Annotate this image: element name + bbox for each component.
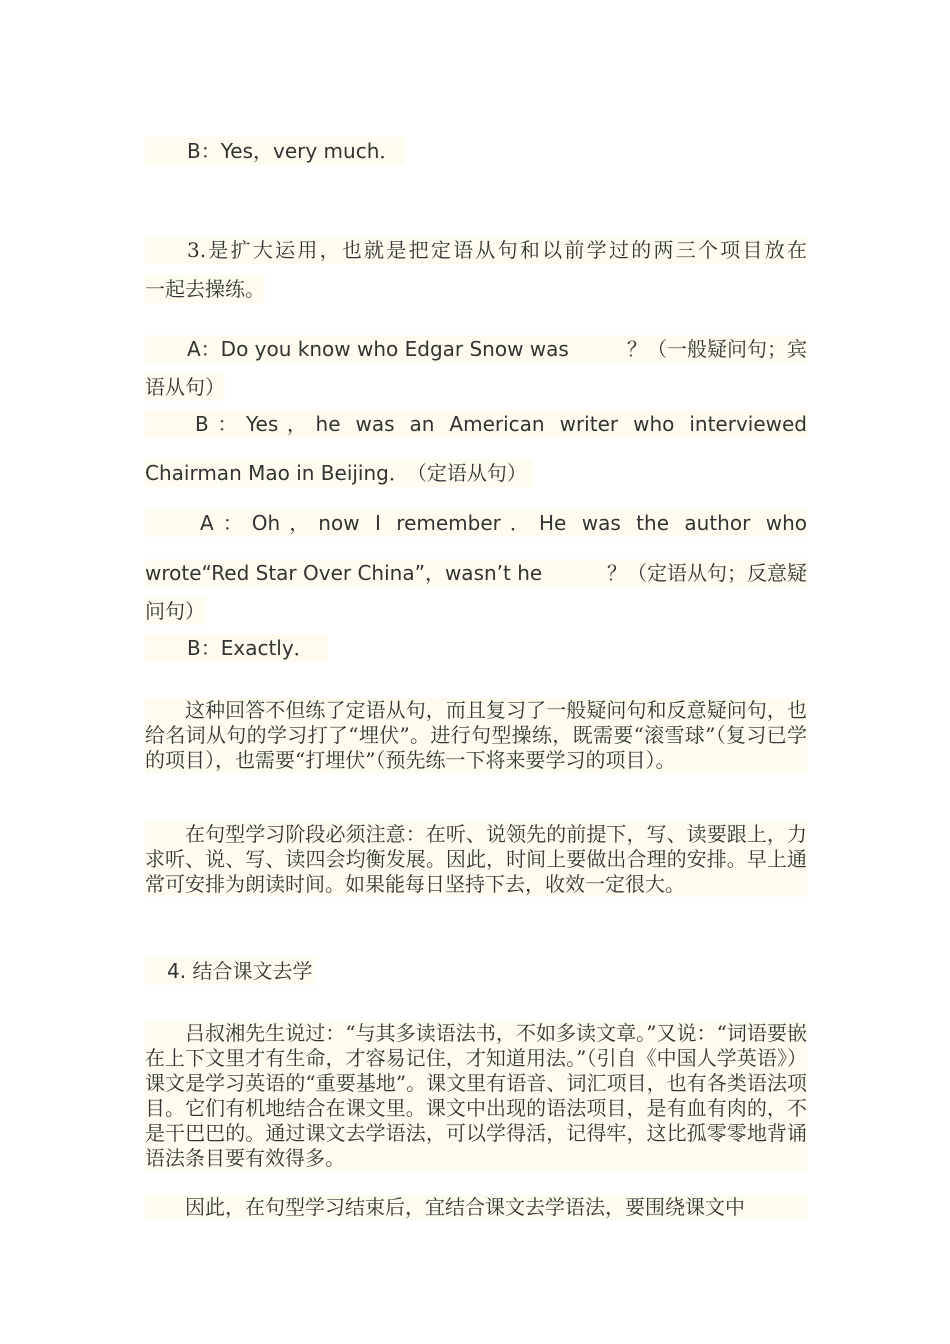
section-4-title: 结合课文去学 <box>192 959 313 983</box>
dialogue-a2-en: A：Oh，now I remember．He was the author who <box>200 511 807 535</box>
dialogue-a1-line2-wrap <box>145 373 807 401</box>
dialogue-b3 <box>145 634 807 662</box>
section-4-heading <box>145 957 807 985</box>
paragraph-1: 这种回答不但练了定语从句，而且复习了一般疑问句和反意疑问句，也给名词从句的学习打了“埋伏”。进行句型操练，既需要“滚雪球”（复习已学的项目），也需要“打埋伏”（预先练一下将来要学习的项目）。 <box>145 698 807 772</box>
dialogue-line-b1 <box>145 137 807 165</box>
dialogue-b2-en2: Chairman Mao in Beijing． <box>145 461 409 485</box>
dialogue-a1-line1 <box>145 335 807 363</box>
dialogue-a2-line2 <box>145 559 807 587</box>
dialogue-b3-text: B：Exactly． <box>145 634 328 662</box>
paragraph-3: 吕叔湘先生说过：“与其多读语法书，不如多读文章。”又说：“词语要嵌在上下文里才有生命，才容易记住，才知道用法。”（引自《中国人学英语》）课文是学习英语的“重要基地”。课文里有语音、词汇项目，也有各类语法项目。它们有机地结合在课文里。课文中出现的语法项目，是有血有肉的，不是干巴巴的。通过课文去学语法，可以学得活，记得牢，这比孤零零地背诵语法条目要有效得多。 <box>145 1021 807 1170</box>
point-3-line2: 一起去操练。 <box>145 277 265 301</box>
dialogue-a2-line3-wrap <box>145 597 807 625</box>
section-4-number: 4. <box>167 959 187 983</box>
dialogue-b2-line2 <box>145 459 807 487</box>
point-3-line1: 3.是扩大运用，也就是把定语从句和以前学过的两三个项目放在 <box>145 236 807 264</box>
dialogue-a2-zh2: ？（定语从句；反意疑 <box>607 561 807 585</box>
dialogue-a2-line1 <box>145 509 807 537</box>
dialogue-a1-zh: ？（一般疑问句；宾 <box>627 337 807 361</box>
dialogue-a2-en2: wrote“Red Star Over China”，wasn’t he <box>145 561 543 585</box>
paragraph-4: 因此，在句型学习结束后，宜结合课文去学语法，要围绕课文中 <box>145 1195 807 1220</box>
dialogue-a2-line3: 问句） <box>145 599 205 623</box>
paragraph-2: 在句型学习阶段必须注意：在听、说领先的前提下，写、读要跟上，力求听、说、写、读四会均衡发展。因此，时间上要做出合理的安排。早上通常可安排为朗读时间。如果能每日坚持下去，收效一定很大。 <box>145 822 807 896</box>
dialogue-a1-en: A：Do you know who Edgar Snow was <box>187 337 569 361</box>
dialogue-b2-zh2: （定语从句） <box>416 461 527 485</box>
dialogue-b2-line1 <box>145 410 807 438</box>
dialogue-text: B：Yes，very much． <box>145 137 405 165</box>
dialogue-b2-en: B：Yes，he was an American writer who interviewed <box>195 412 807 436</box>
dialogue-a1-line2: 语从句） <box>145 375 225 399</box>
point-3-paragraph <box>145 236 807 264</box>
point-3-line2-wrap <box>145 275 807 303</box>
